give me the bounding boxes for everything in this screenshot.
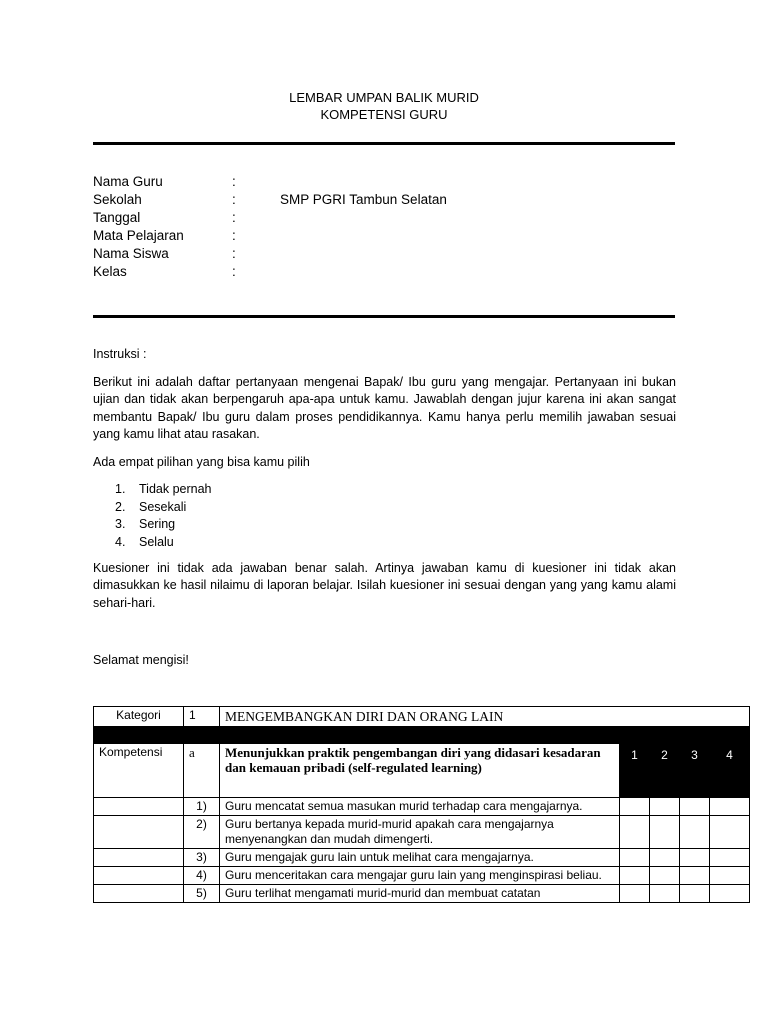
category-title: MENGEMBANGKAN DIRI DAN ORANG LAIN [220, 707, 750, 727]
scale-4: 4 [710, 744, 750, 798]
answer-cell-1[interactable] [620, 885, 650, 903]
answer-cell-2[interactable] [650, 816, 680, 849]
scale-3: 3 [680, 744, 710, 798]
category-number: 1 [184, 707, 220, 727]
spacer-row [94, 727, 750, 744]
list-label: Selalu [139, 534, 174, 549]
competency-title: Menunjukkan praktik pengembangan diri yang didasari kesadaran dan kemauan pribadi (self-regulated learning) [220, 744, 620, 798]
field-label: Nama Guru [93, 174, 163, 189]
empty-cell [94, 849, 184, 867]
field-label: Mata Pelajaran [93, 228, 184, 243]
questionnaire-table [93, 706, 750, 903]
field-label: Sekolah [93, 192, 142, 207]
answer-cell-2[interactable] [650, 849, 680, 867]
list-label: Tidak pernah [139, 482, 212, 496]
bottom-divider [93, 315, 675, 318]
options-intro: Ada empat pilihan yang bisa kamu pilih [93, 455, 310, 469]
form-title: LEMBAR UMPAN BALIK MURID [289, 90, 479, 105]
item-text: Guru bertanya kepada murid-murid apakah cara mengajarnya menyenangkan dan mudah dimengerti. [220, 816, 620, 849]
item-text: Guru mengajak guru lain untuk melihat cara mengajarnya. [220, 849, 620, 867]
competency-row [94, 744, 750, 798]
item-number: 2) [184, 816, 220, 849]
answer-cell-1[interactable] [620, 816, 650, 849]
answer-cell-1[interactable] [620, 798, 650, 816]
competency-letter: a [184, 744, 220, 798]
table-row [94, 816, 750, 849]
table-row [94, 849, 750, 867]
black-separator [94, 727, 750, 744]
item-number: 5) [184, 885, 220, 903]
scale-1: 1 [620, 744, 650, 798]
list-item [115, 516, 212, 534]
answer-cell-4[interactable] [710, 798, 750, 816]
instructions-paragraph: Berikut ini adalah daftar pertanyaan mengenai Bapak/ Ibu guru yang mengajar. Pertanyaan ini bukan ujian dan tidak akan berpengaruh apa-apa untuk kamu. Jawablah dengan jujur karena ini akan sangat membantu Bapak/ Ibu guru dalam proses pendidikannya. Kamu hanya perlu memilih jawaban sesuai yang kamu lihat atau rasakan. [93, 375, 676, 442]
field-label: Kelas [93, 264, 127, 279]
item-number: 3) [184, 849, 220, 867]
item-text: Guru mencatat semua masukan murid terhadap cara mengajarnya. [220, 798, 620, 816]
options-list [115, 481, 212, 551]
field-value[interactable]: SMP PGRI Tambun Selatan [280, 192, 447, 207]
category-label: Kategori [94, 707, 184, 727]
answer-cell-3[interactable] [680, 885, 710, 903]
field-colon: : [232, 192, 236, 207]
answer-cell-1[interactable] [620, 867, 650, 885]
answer-cell-4[interactable] [710, 867, 750, 885]
field-colon: : [232, 264, 236, 279]
empty-cell [94, 816, 184, 849]
list-item [115, 534, 212, 552]
answer-cell-4[interactable] [710, 849, 750, 867]
category-row [94, 707, 750, 727]
list-number: 3. [115, 517, 126, 532]
answer-cell-2[interactable] [650, 867, 680, 885]
empty-cell [94, 885, 184, 903]
field-colon: : [232, 246, 236, 261]
field-label: Tanggal [93, 210, 141, 225]
table-row [94, 798, 750, 816]
answer-cell-3[interactable] [680, 849, 710, 867]
top-divider [93, 142, 675, 145]
table-row [94, 885, 750, 903]
list-number: 4. [115, 534, 126, 549]
answer-cell-1[interactable] [620, 849, 650, 867]
instructions-heading: Instruksi : [93, 347, 147, 361]
item-number: 4) [184, 867, 220, 885]
field-label: Nama Siswa [93, 246, 169, 261]
scale-2: 2 [650, 744, 680, 798]
table-row [94, 867, 750, 885]
answer-cell-2[interactable] [650, 885, 680, 903]
closing-text: Selamat mengisi! [93, 653, 189, 667]
empty-cell [94, 867, 184, 885]
answer-cell-3[interactable] [680, 798, 710, 816]
competency-label: Kompetensi [94, 744, 184, 798]
field-colon: : [232, 210, 236, 225]
list-number: 1. [115, 482, 126, 496]
list-item [115, 499, 212, 517]
answer-cell-2[interactable] [650, 798, 680, 816]
answer-cell-3[interactable] [680, 867, 710, 885]
answer-cell-3[interactable] [680, 816, 710, 849]
empty-cell [94, 798, 184, 816]
field-colon: : [232, 174, 236, 189]
list-number: 2. [115, 499, 126, 514]
answer-cell-4[interactable] [710, 816, 750, 849]
item-text: Guru terlihat mengamati murid-murid dan membuat catatan [220, 885, 620, 903]
disclaimer-paragraph: Kuesioner ini tidak ada jawaban benar salah. Artinya jawaban kamu di kuesioner ini tidak akan dimasukkan ke hasil nilaimu di laporan belajar. Isilah kuesioner ini sesuai dengan yang yang kamu alami sehari-hari. [93, 561, 676, 610]
item-text: Guru menceritakan cara mengajar guru lain yang menginspirasi beliau. [220, 867, 620, 885]
answer-cell-4[interactable] [710, 885, 750, 903]
list-label: Sesekali [139, 499, 187, 514]
list-label: Sering [139, 517, 176, 532]
form-subtitle: KOMPETENSI GURU [320, 107, 448, 122]
field-colon: : [232, 228, 236, 243]
item-number: 1) [184, 798, 220, 816]
list-item [115, 481, 212, 499]
